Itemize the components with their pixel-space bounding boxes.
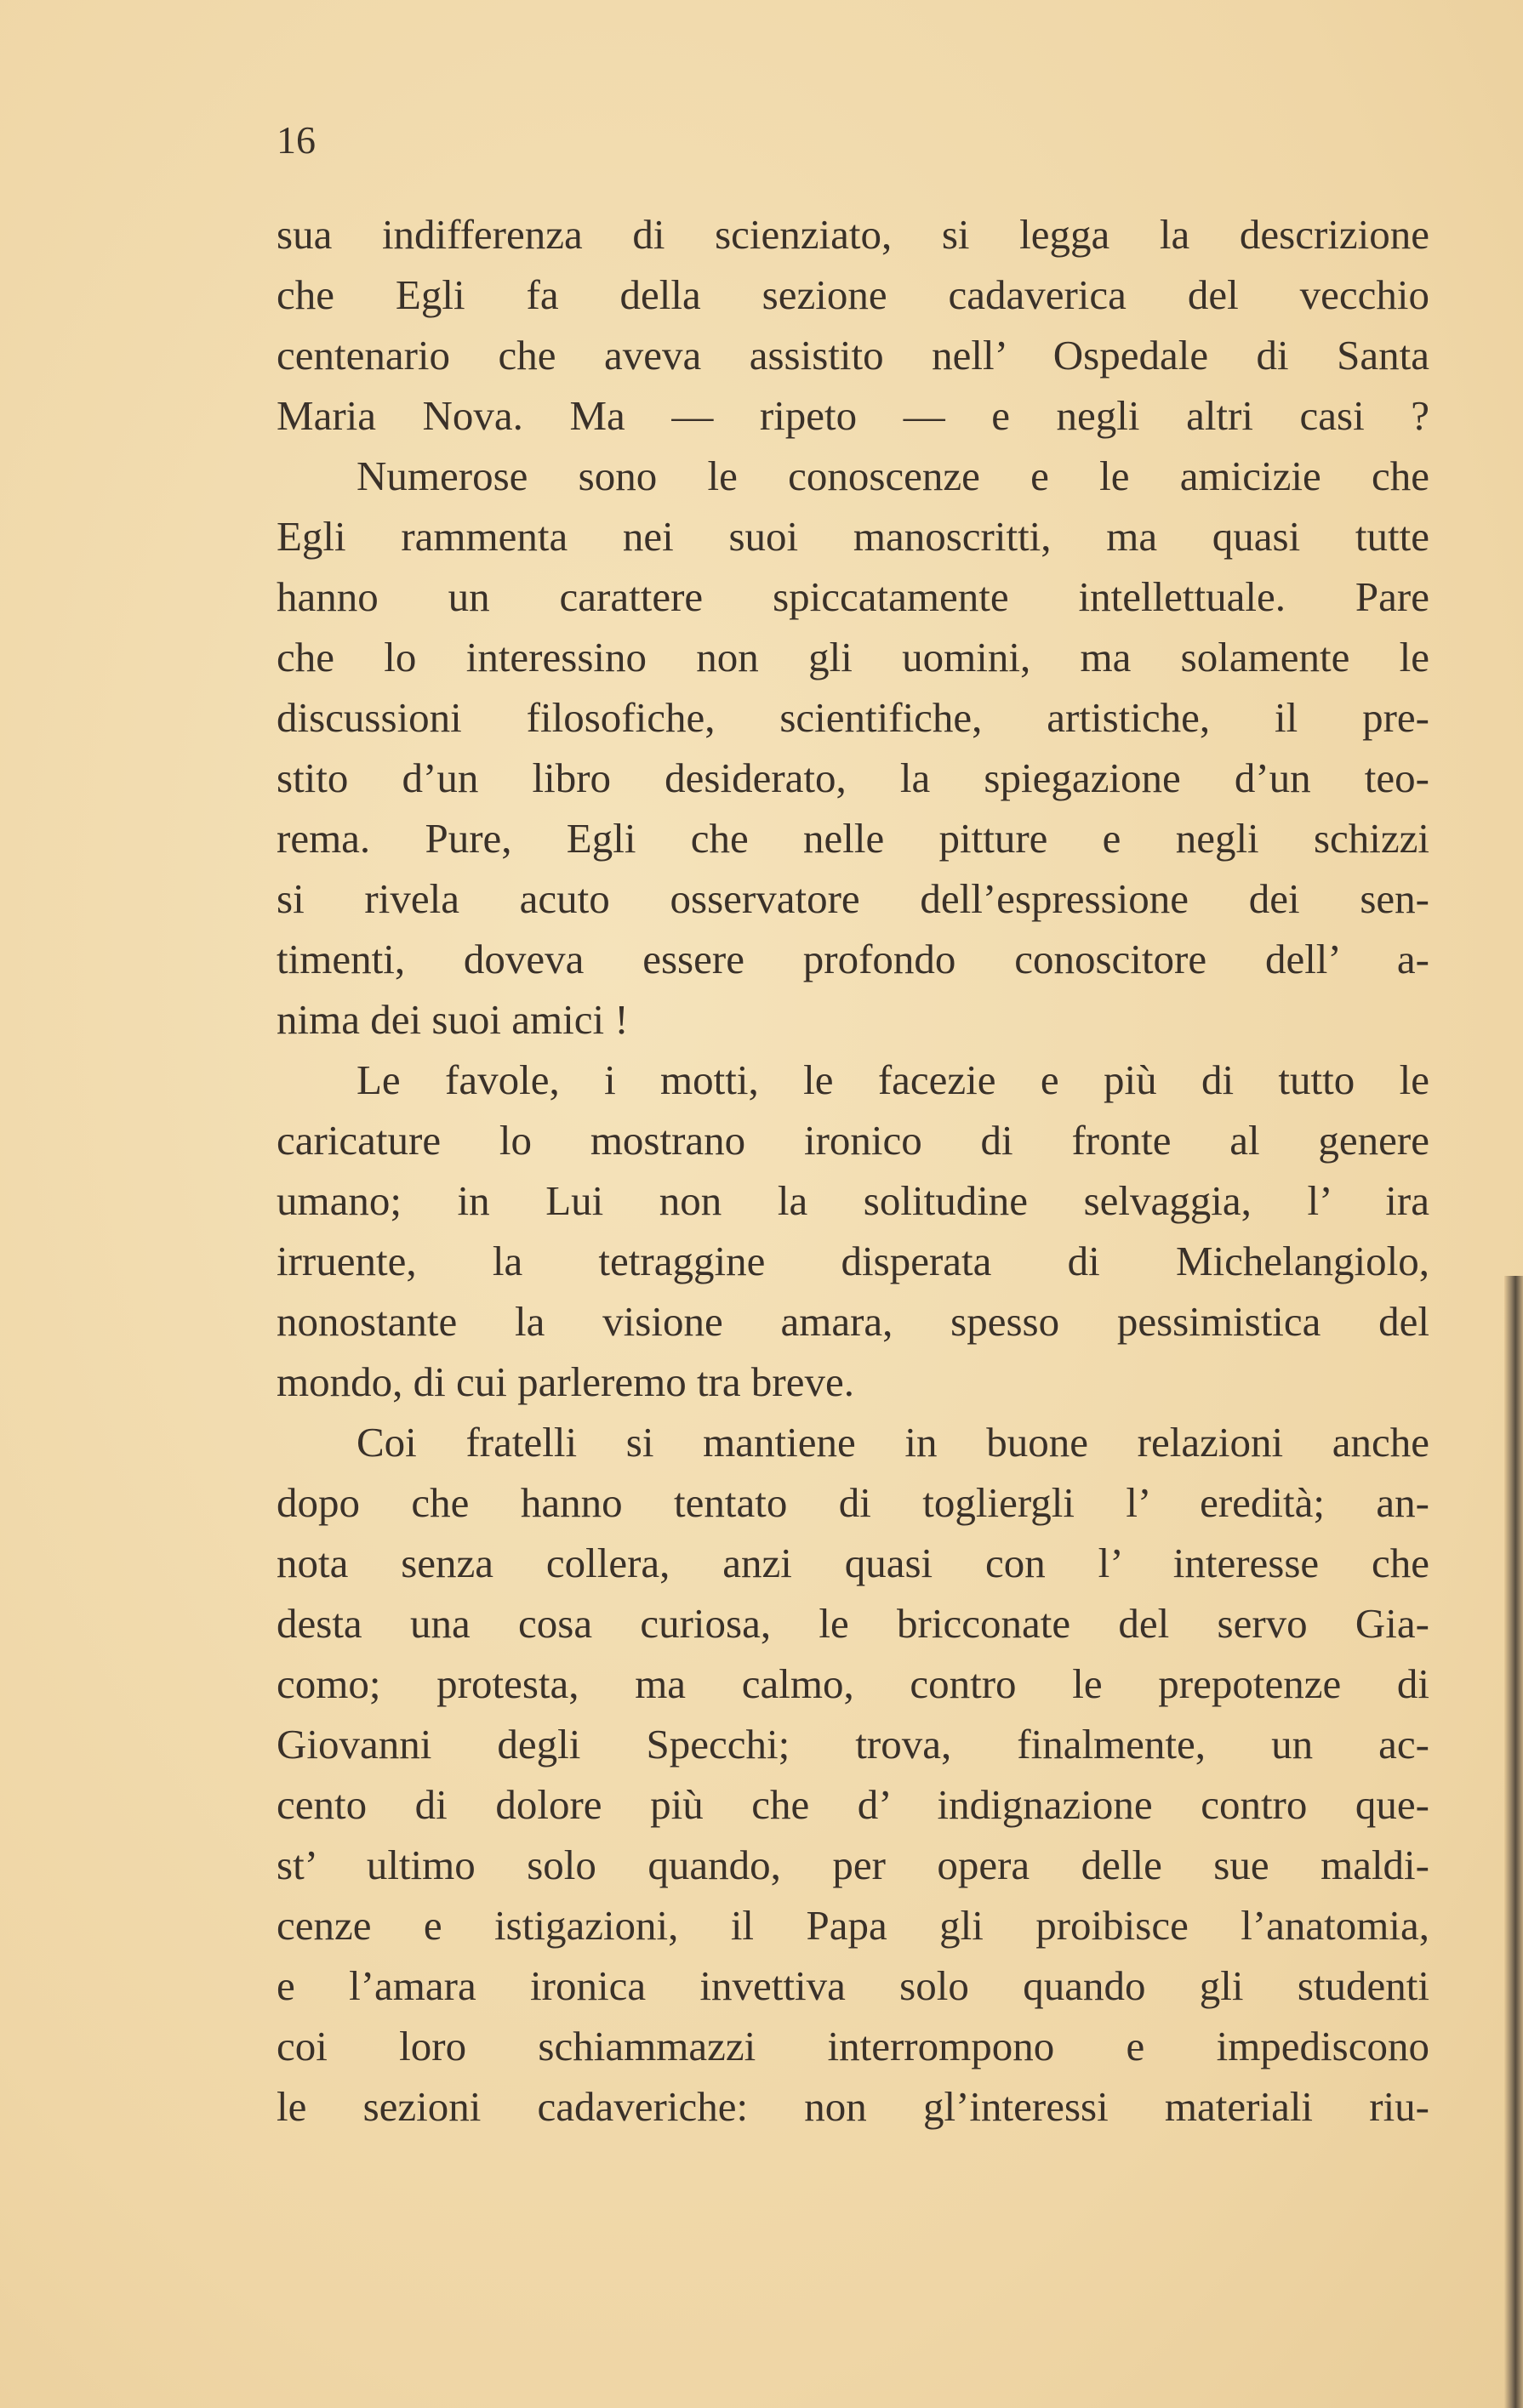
- text-line: cenze e istigazioni, il Papa gli proibisce l’anatomia,: [277, 1902, 1429, 1949]
- body-text: [277, 204, 1429, 2137]
- text-line: Maria Nova. Ma — ripeto — e negli altri casi ?: [277, 392, 1429, 439]
- text-line: Numerose sono le conoscenze e le amicizie che: [357, 453, 1429, 499]
- text-line: desta una cosa curiosa, le bricconate del servo Gia-: [277, 1600, 1429, 1647]
- text-line: mondo, di cui parleremo tra breve.: [277, 1358, 854, 1405]
- text-line: le sezioni cadaveriche: non gl’interessi materiali riu-: [277, 2083, 1429, 2130]
- text-line: coi loro schiammazzi interrompono e impediscono: [277, 2023, 1429, 2069]
- text-line: Coi fratelli si mantiene in buone relazioni anche: [357, 1419, 1429, 1466]
- text-line: discussioni filosofiche, scientifiche, artistiche, il pre-: [277, 694, 1429, 741]
- text-line: sua indifferenza di scienziato, si legga la descrizione: [277, 211, 1429, 258]
- text-line: si rivela acuto osservatore dell’espressione dei sen-: [277, 875, 1429, 922]
- text-line: centenario che aveva assistito nell’ Ospedale di Santa: [277, 332, 1429, 379]
- page-edge-shadow: [1504, 1276, 1523, 2408]
- text-line: caricature lo mostrano ironico di fronte al genere: [277, 1117, 1429, 1164]
- text-line: como; protesta, ma calmo, contro le prepotenze di: [277, 1660, 1429, 1707]
- text-line: stito d’un libro desiderato, la spiegazione d’un teo-: [277, 754, 1429, 801]
- text-line: Giovanni degli Specchi; trova, finalmente, un ac-: [277, 1721, 1429, 1768]
- text-line: Egli rammenta nei suoi manoscritti, ma quasi tutte: [277, 513, 1429, 560]
- text-line: e l’amara ironica invettiva solo quando gli studenti: [277, 1962, 1429, 2009]
- text-line: irruente, la tetraggine disperata di Michelangiolo,: [277, 1238, 1429, 1284]
- text-line: che lo interessino non gli uomini, ma solamente le: [277, 634, 1429, 680]
- text-line: nonostante la visione amara, spesso pessimistica del: [277, 1298, 1429, 1345]
- text-line: che Egli fa della sezione cadaverica del vecchio: [277, 271, 1429, 318]
- text-line: timenti, doveva essere profondo conoscitore dell’ a-: [277, 936, 1429, 982]
- text-line: nota senza collera, anzi quasi con l’ interesse che: [277, 1540, 1429, 1586]
- text-line: st’ ultimo solo quando, per opera delle sue maldi-: [277, 1842, 1429, 1888]
- text-line: hanno un carattere spiccatamente intellettuale. Pare: [277, 573, 1429, 620]
- text-line: dopo che hanno tentato di togliergli l’ eredità; an-: [277, 1479, 1429, 1526]
- text-line: rema. Pure, Egli che nelle pitture e negli schizzi: [277, 815, 1429, 862]
- text-line: cento di dolore più che d’ indignazione contro que-: [277, 1781, 1429, 1828]
- text-line: umano; in Lui non la solitudine selvaggia, l’ ira: [277, 1177, 1429, 1224]
- page-number: 16: [277, 118, 316, 162]
- text-line: Le favole, i motti, le facezie e più di tutto le: [357, 1056, 1429, 1103]
- text-line: nima dei suoi amici !: [277, 996, 629, 1043]
